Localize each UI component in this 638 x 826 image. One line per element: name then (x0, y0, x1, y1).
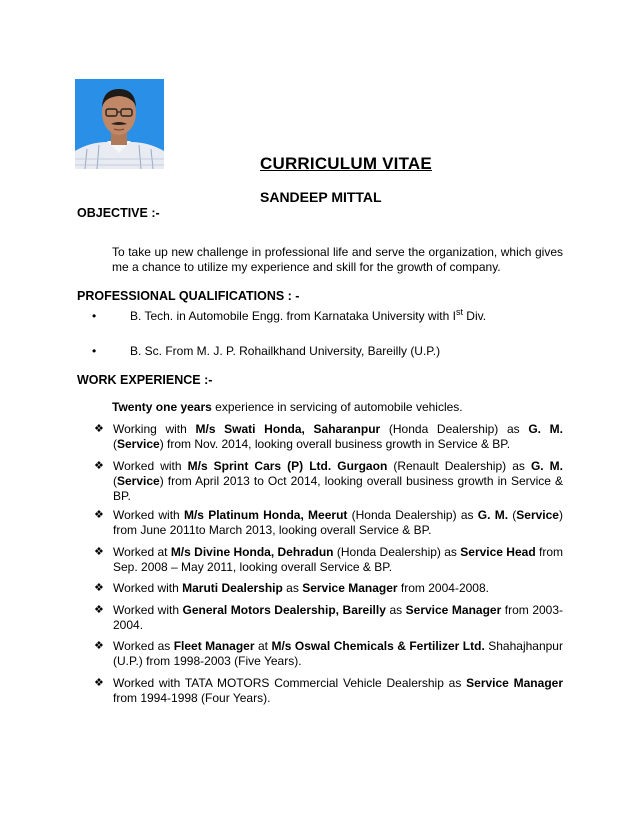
portrait-image (75, 79, 164, 169)
qualification-text: B. Tech. in Automobile Engg. from Karnataka University with Ist Div. (130, 307, 487, 323)
document-title: CURRICULUM VITAE (260, 154, 432, 173)
diamond-bullet-icon: ❖ (94, 546, 104, 558)
experience-summary: Twenty one years experience in servicing of automobile vehicles. (112, 400, 463, 414)
diamond-bullet-icon: ❖ (94, 423, 104, 435)
work-item: ❖ Worked as Fleet Manager at M/s Oswal Chemicals & Fertilizer Ltd. Shahajhanpur (U.P.) from 1998-2003 (Five Years). (94, 639, 563, 668)
work-item: ❖ Worked with Maruti Dealership as Service Manager from 2004-2008. (94, 581, 489, 595)
diamond-bullet-icon: ❖ (94, 640, 104, 652)
profile-photo (75, 79, 164, 169)
work-item: ❖ Worked at M/s Divine Honda, Dehradun (Honda Dealership) as Service Head from Sep. 2008 – May 2011, looking overall Service & BP. (94, 545, 563, 574)
diamond-bullet-icon: ❖ (94, 509, 104, 521)
work-item: ❖ Working with M/s Swati Honda, Saharanpur (Honda Dealership) as G. M. (Service) from Nov. 2014, looking overall business growth in Service & BP. (94, 422, 563, 451)
work-experience-heading: WORK EXPERIENCE :- (77, 373, 213, 387)
diamond-bullet-icon: ❖ (94, 582, 104, 594)
diamond-bullet-icon: ❖ (94, 604, 104, 616)
work-item: ❖ Worked with M/s Platinum Honda, Meerut (Honda Dealership) as G. M. (Service) from June 2011to March 2013, looking overall Service & BP. (94, 508, 563, 537)
candidate-name: SANDEEP MITTAL (260, 189, 382, 205)
qualifications-heading: PROFESSIONAL QUALIFICATIONS : - (77, 289, 300, 303)
work-item: ❖ Worked with M/s Sprint Cars (P) Ltd. Gurgaon (Renault Dealership) as G. M. (Service) from April 2013 to Oct 2014, looking overall business growth in Service & BP. (94, 459, 563, 503)
qualification-text: B. Sc. From M. J. P. Rohailkhand University, Bareilly (U.P.) (130, 344, 441, 358)
diamond-bullet-icon: ❖ (94, 460, 104, 472)
work-item: ❖ Worked with General Motors Dealership, Bareilly as Service Manager from 2003-2004. (94, 603, 564, 632)
diamond-bullet-icon: ❖ (94, 677, 104, 689)
objective-text: To take up new challenge in professional life and serve the organization, which gives me a chance to utilize my experience and skill for the growth of company. (112, 245, 563, 274)
bullet-icon: • (92, 309, 97, 323)
objective-heading: OBJECTIVE :- (77, 206, 160, 220)
bullet-icon: • (92, 344, 97, 358)
work-item: ❖ Worked with TATA MOTORS Commercial Vehicle Dealership as Service Manager from 1994-1998 (Four Years). (94, 676, 563, 705)
